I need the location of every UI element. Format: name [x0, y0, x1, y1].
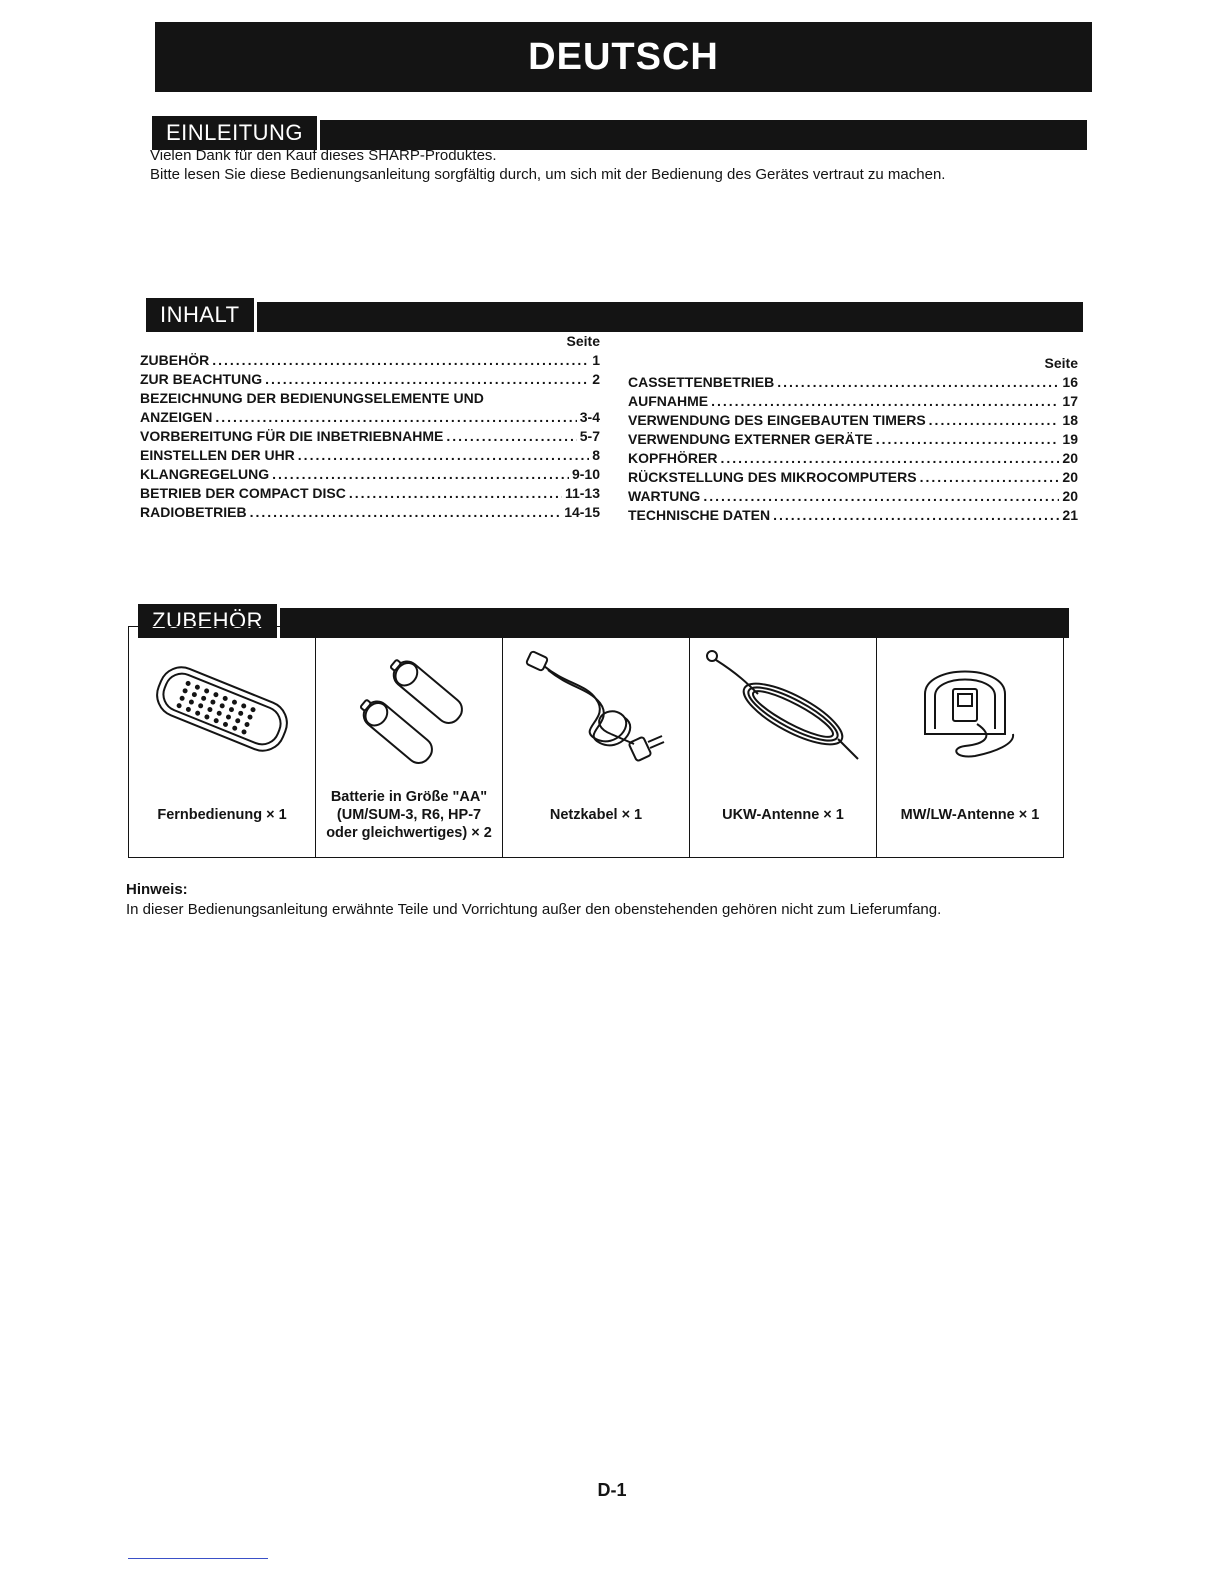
note-block — [126, 880, 1066, 920]
section-heading-contents: INHALT — [146, 298, 257, 332]
toc-entry: VERWENDUNG DES EINGEBAUTEN TIMERS ..... 18 — [628, 411, 1078, 430]
toc-right-column — [628, 354, 1078, 525]
language-title: DEUTSCH — [528, 35, 719, 78]
toc-entry: VORBEREITUNG FÜR DIE INBETRIEBNAHME ..... 5-7 — [140, 427, 600, 446]
toc-entry: ZUBEHÖR ..... 1 — [140, 351, 600, 370]
language-title-bar — [155, 22, 1092, 92]
accessory-caption-remote: Fernbedienung × 1 — [157, 807, 287, 823]
introduction-text — [150, 146, 1090, 184]
accessory-cell-remote — [129, 627, 316, 858]
toc-entry: RADIOBETRIEB ..... 14-15 — [140, 503, 600, 522]
section-heading-accessories: ZUBEHÖR — [138, 604, 280, 638]
section-heading-introduction: EINLEITUNG — [152, 116, 320, 150]
note-text: In dieser Bedienungsanleitung erwähnte Teile und Vorrichtung außer den obenstehenden gehören nicht zum Lieferumfang. — [126, 901, 942, 918]
am-loop-antenna-illustration — [895, 644, 1045, 774]
footer-rule — [128, 1558, 268, 1559]
toc-entry: WARTUNG ..... 20 — [628, 487, 1078, 506]
toc-page-label-right: Seite — [1044, 355, 1078, 371]
remote-control-illustration — [147, 654, 297, 764]
toc-entry: RÜCKSTELLUNG DES MIKROCOMPUTERS ..... 20 — [628, 468, 1078, 487]
fm-antenna-illustration — [698, 644, 868, 774]
toc-entry: CASSETTENBETRIEB ..... 16 — [628, 373, 1078, 392]
accessory-caption-batteries: Batterie in Größe "AA" (UM/SUM-3, R6, HP-7 oder gleichwertiges) × 2 — [326, 789, 492, 841]
toc-page-label-left: Seite — [566, 333, 600, 349]
accessory-caption-fm-antenna: UKW-Antenne × 1 — [722, 807, 844, 823]
intro-line-1: Vielen Dank für den Kauf dieses SHARP-Produktes. — [150, 147, 497, 164]
power-cord-illustration — [516, 644, 676, 774]
toc-entry: KOPFHÖRER ..... 20 — [628, 449, 1078, 468]
toc-entry: EINSTELLEN DER UHR ..... 8 — [140, 446, 600, 465]
accessories-table — [128, 626, 1064, 858]
accessory-cell-batteries — [316, 627, 503, 858]
section-bar-contents — [146, 302, 1083, 332]
toc-entry: BEZEICHNUNG DER BEDIENUNGSELEMENTE UND — [140, 390, 484, 406]
accessory-cell-am-antenna — [877, 627, 1064, 858]
intro-line-2: Bitte lesen Sie diese Bedienungsanleitung sorgfältig durch, um sich mit der Bedienung des Gerätes vertraut zu machen. — [150, 166, 946, 183]
toc-entry: KLANGREGELUNG ..... 9-10 — [140, 465, 600, 484]
toc-entry: BETRIEB DER COMPACT DISC ..... 11-13 — [140, 484, 600, 503]
accessory-cell-fm-antenna — [690, 627, 877, 858]
accessory-cell-power-cord — [503, 627, 690, 858]
toc-entry: ZUR BEACHTUNG ..... 2 — [140, 370, 600, 389]
toc-entry: TECHNISCHE DATEN ..... 21 — [628, 506, 1078, 525]
toc-entry: ANZEIGEN ..... 3-4 — [140, 408, 600, 427]
toc-left-column — [140, 332, 600, 522]
toc-entry: VERWENDUNG EXTERNER GERÄTE ..... 19 — [628, 430, 1078, 449]
toc-entry: AUFNAHME ..... 17 — [628, 392, 1078, 411]
accessory-caption-power-cord: Netzkabel × 1 — [549, 807, 643, 823]
batteries-illustration — [334, 644, 484, 774]
accessory-caption-am-antenna: MW/LW-Antenne × 1 — [900, 807, 1040, 823]
note-heading: Hinweis: — [126, 881, 188, 898]
page-number: D-1 — [597, 1480, 627, 1500]
